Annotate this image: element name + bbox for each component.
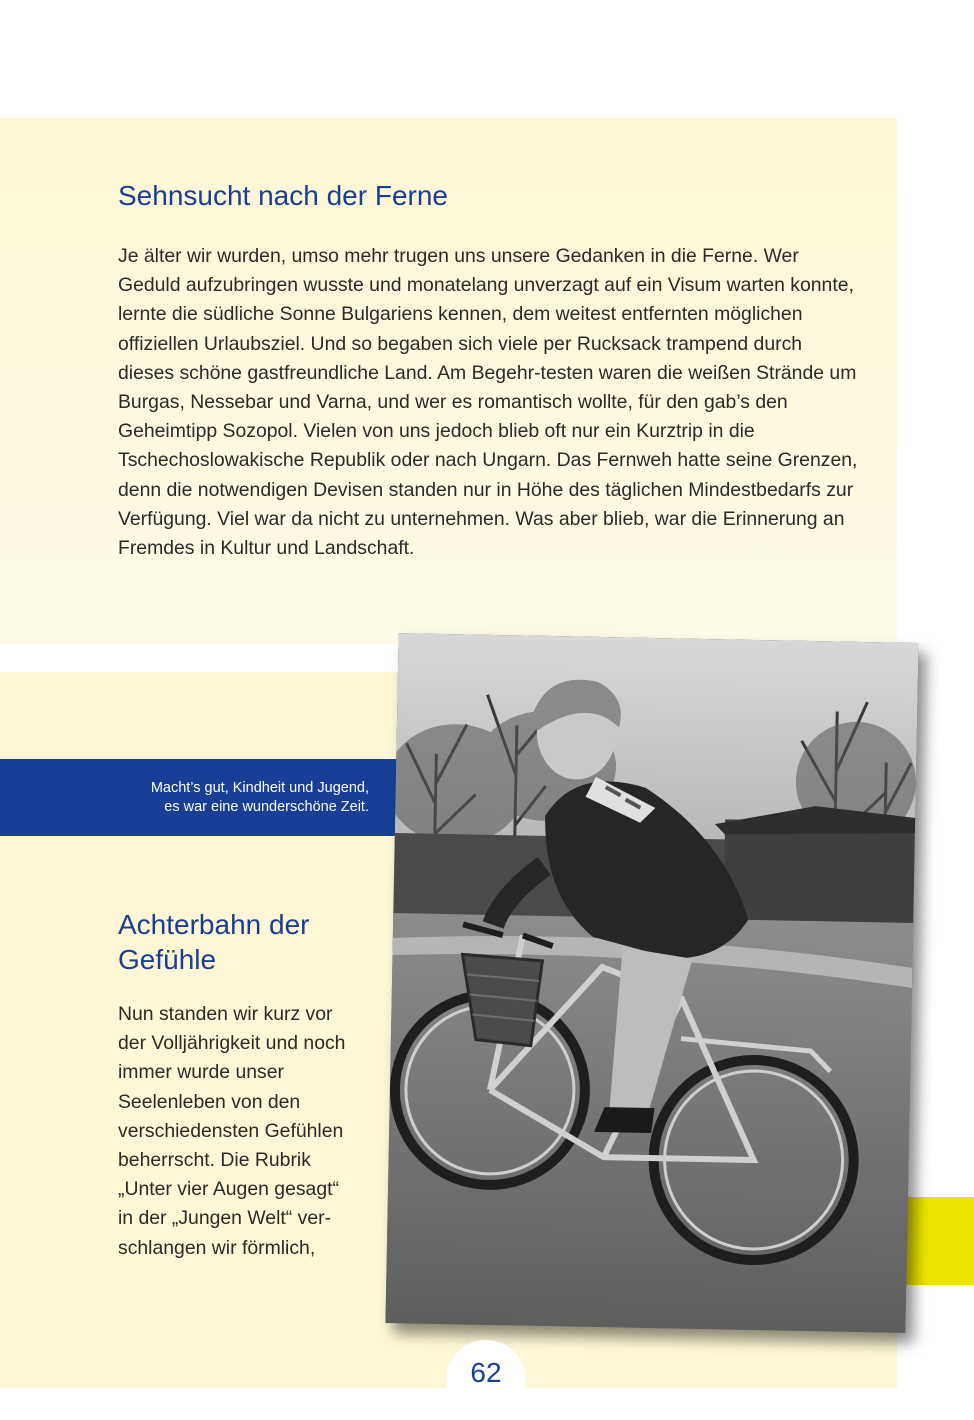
yellow-edge-tab (897, 1197, 974, 1285)
photo-caption (29, 779, 369, 817)
caption-band (0, 759, 405, 836)
photo-shed (723, 819, 915, 923)
caption-line-2: es war eine wunderschöne Zeit. (164, 799, 369, 815)
caption-line-1: Macht’s gut, Kindheit und Jugend, (150, 780, 369, 796)
section-body-gefuehle: Nun standen wir kurz vor der Volljährigkeit und noch immer wurde unser Seelenleben von den verschiedensten Gefühlen beherrscht. Die Rubrik „Unter vier Augen gesagt“ in der „Jungen Welt“ ver-schlangen wir förmlich, (118, 1003, 346, 1259)
section-heading-ferne: Sehnsucht nach der Ferne (118, 180, 448, 211)
page-number: 62 (470, 1357, 502, 1388)
section-heading-gefuehle: Achterbahn der Gefühle (118, 909, 310, 975)
bicycle-photo (385, 633, 918, 1333)
section-body-ferne: Je älter wir wurden, umso mehr trugen uns unsere Gedanken in die Ferne. Wer Geduld aufzubringen wusste und monatelang unverzagt auf ein Visum warten konnte, lernte die südliche Sonne Bulgariens kennen, dem weitest entfernten möglichen offiziellen Urlaubsziel. Und so begaben sich viele per Rucksack trampend durch dieses schöne gastfreundliche Land. Am Begehr-testen waren die weißen Strände um Burgas, Nessebar und Varna, und wer es romantisch wollte, für den gab’s den Geheimtipp Sozopol. Vielen von uns jedoch blieb oft nur ein Kurztrip in die Tschechoslowakische Republik oder nach Ungarn. Das Fernweh hatte seine Grenzen, denn die notwendigen Devisen standen nur in Höhe des täglichen Mindestbedarfs zur Verfügung. Viel war da nicht zu unternehmen. Was aber blieb, war die Erinnerung an Fremdes in Kultur und Landschaft. (118, 245, 858, 560)
